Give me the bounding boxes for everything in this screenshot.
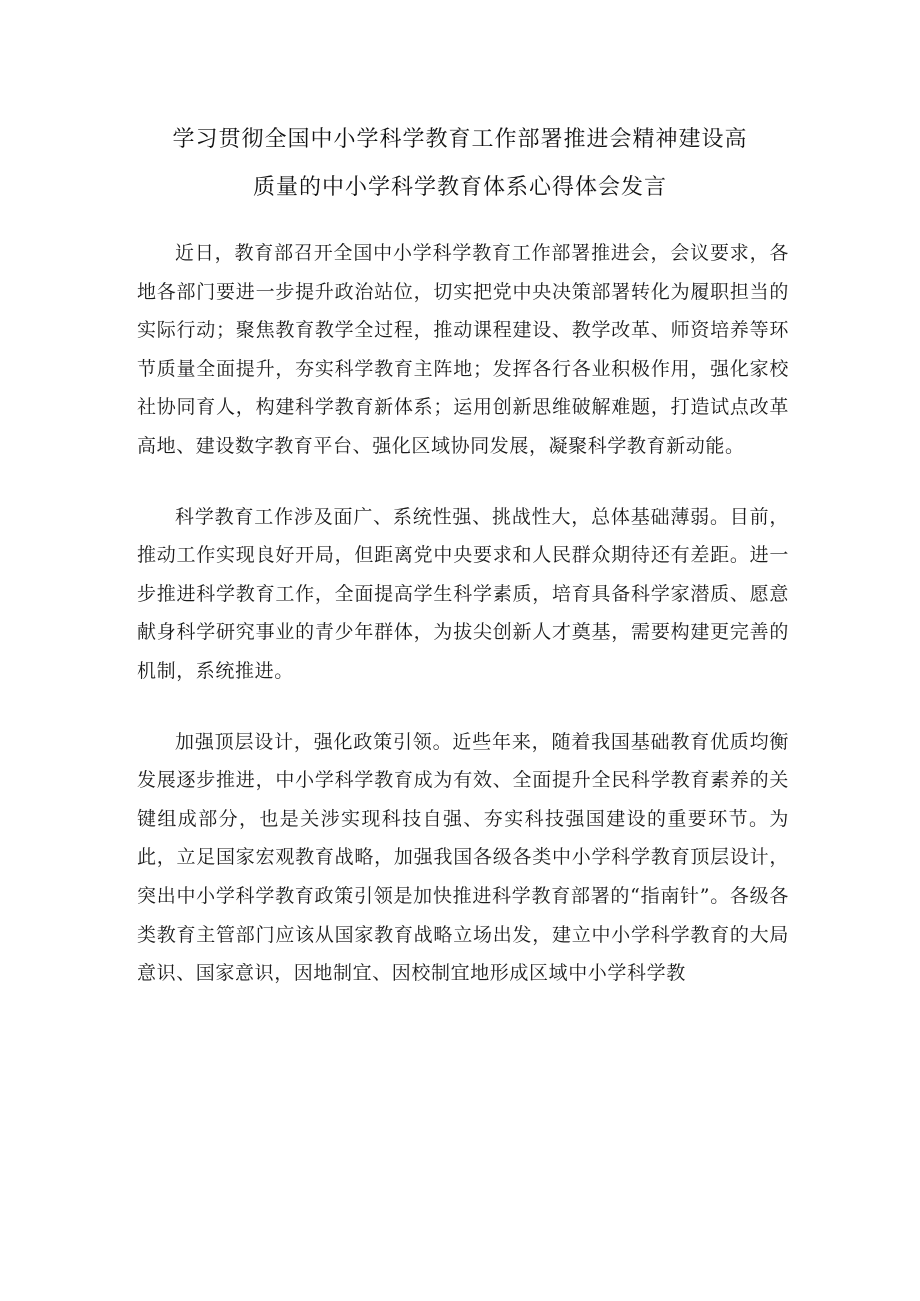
paragraph: 科学教育工作涉及面广、系统性强、挑战性大，总体基础薄弱。目前，推动工作实现良好开局，但距离党中央要求和人民群众期待还有差距。进一步推进科学教育工作，全面提高学生科学素质，培育具备科学家潜质、愿意献身科学研究事业的青少年群体，为拔尖创新人才奠基，需要构建更完善的机制，系统推进。 [137, 505, 789, 682]
title-line-2: 质量的中小学科学教育体系心得体会发言 [252, 175, 667, 200]
paragraph: 近日，教育部召开全国中小学科学教育工作部署推进会，会议要求，各地各部门要进一步提升政治站位，切实把党中央决策部署转化为履职担当的实际行动；聚焦教育教学全过程，推动课程建设、教学改革、师资培养等环节质量全面提升，夯实科学教育主阵地；发挥各行各业积极作用，强化家校社协同育人，构建科学教育新体系；运用创新思维破解难题，打造试点改革高地、建设数字教育平台、强化区域协同发展，凝聚科学教育新动能。 [137, 242, 789, 457]
paragraph: 加强顶层设计，强化政策引领。近些年来，随着我国基础教育优质均衡发展逐步推进，中小学科学教育成为有效、全面提升全民科学教育素养的关键组成部分，也是关涉实现科技自强、夯实科技强国建设的重要环节。为此，立足国家宏观教育战略，加强我国各级各类中小学科学教育顶层设计，突出中小学科学教育政策引领是加快推进科学教育部署的“指南针”。各级各类教育主管部门应该从国家教育战略立场出发，建立中小学科学教育的大局意识、国家意识，因地制宜、因校制宜地形成区域中小学科学教 [137, 730, 789, 985]
title-line-1: 学习贯彻全国中小学科学教育工作部署推进会精神建设高 [172, 127, 748, 152]
document-title [130, 116, 790, 212]
document-body [137, 234, 789, 1025]
